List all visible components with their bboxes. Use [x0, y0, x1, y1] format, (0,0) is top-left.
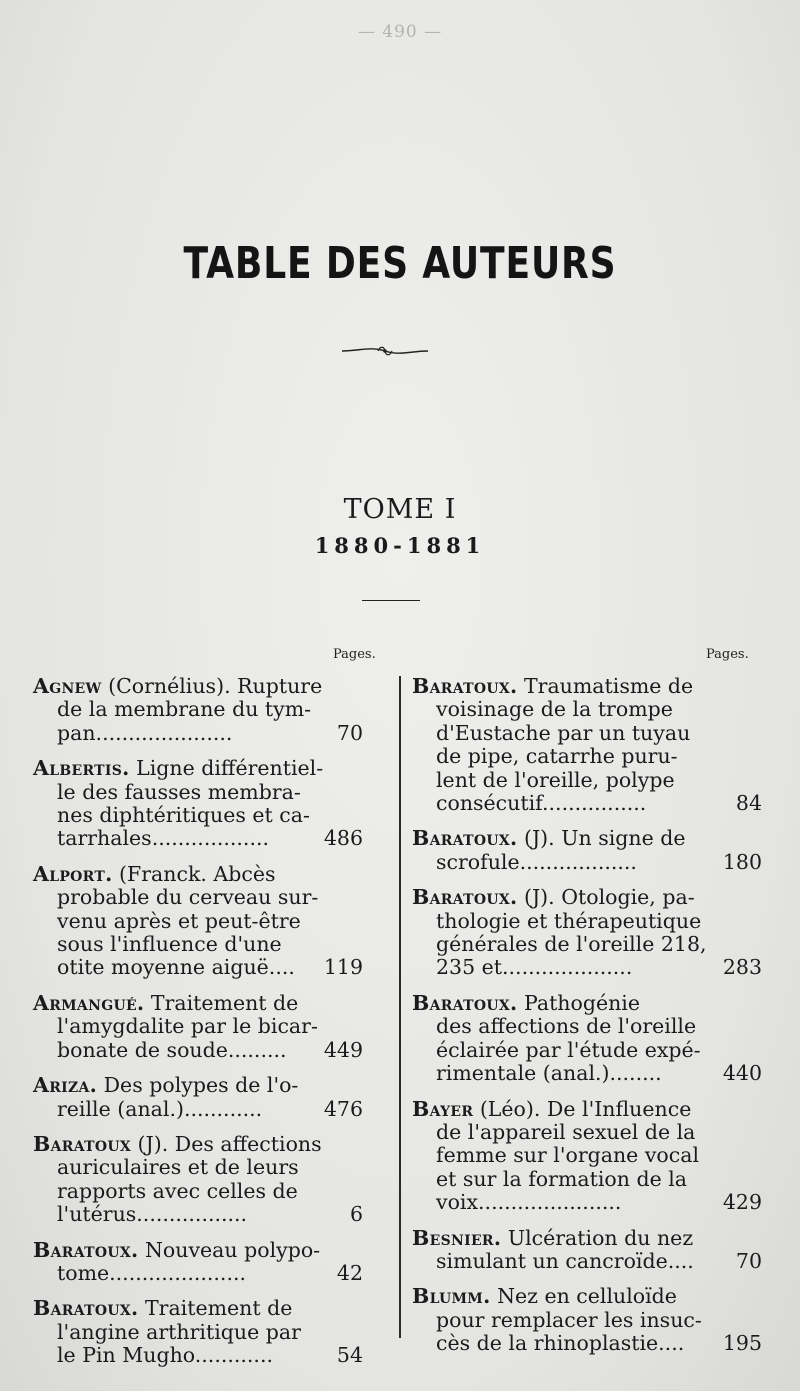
entry-line: éclairée par l'étude expé- [436, 1037, 701, 1062]
column-divider [399, 676, 401, 1338]
index-entry [412, 675, 762, 815]
entry-line: Blumm. Nez en celluloïde [412, 1284, 677, 1309]
page-reference: 70 [735, 1248, 762, 1273]
entry-line: scrofule.................. 180 [436, 849, 762, 874]
section-rule [362, 600, 420, 601]
entry-line: le Pin Mugho............ 54 [57, 1343, 363, 1368]
author-name: Bayer [412, 1096, 474, 1121]
index-entry [33, 1074, 363, 1121]
index-entry [412, 1098, 762, 1215]
entry-line: l'utérus................. 6 [57, 1202, 363, 1227]
author-name: Albertis. [33, 756, 130, 781]
author-name: Baratoux. [412, 674, 518, 698]
page-reference: 6 [349, 1202, 363, 1227]
author-name: Baratoux. [33, 1237, 139, 1262]
page-number: — 490 — [357, 22, 443, 42]
entry-line: l'angine arthritique par [57, 1319, 301, 1344]
entry-line: l'amygdalite par le bicar- [57, 1014, 318, 1039]
ornament-divider-icon [340, 343, 430, 359]
left-index-column [33, 675, 363, 1380]
entry-line: Baratoux. Traitement de [33, 1296, 293, 1321]
page-reference: 180 [722, 849, 762, 874]
entry-line: simulant un cancroïde.... 70 [436, 1248, 762, 1273]
entry-line: des affections de l'oreille [436, 1014, 697, 1039]
author-name: Baratoux. [412, 885, 518, 910]
entry-line: Bayer (Léo). De l'Influence [412, 1096, 692, 1121]
entry-line: d'Eustache par un tuyau [436, 720, 691, 745]
entry-line: probable du cerveau sur- [57, 885, 319, 910]
entry-line: pan..................... 70 [57, 720, 363, 745]
entry-line: Baratoux. (J). Un signe de [412, 826, 686, 851]
entry-line: rimentale (anal.)........ 440 [436, 1061, 762, 1086]
page-reference: 54 [336, 1343, 363, 1368]
entry-line: Albertis. Ligne différentiel- [33, 756, 324, 781]
index-entry [412, 1227, 762, 1274]
entry-line: Baratoux. Nouveau polypo- [33, 1237, 321, 1262]
index-entry [412, 886, 762, 980]
author-name: Ariza. [33, 1073, 98, 1098]
entry-line: Baratoux (J). Des affections [33, 1131, 322, 1156]
years-heading: 1880-1881 [314, 533, 486, 558]
page-reference: 119 [323, 955, 363, 980]
entry-line: lent de l'oreille, polype [436, 767, 675, 792]
author-name: Baratoux. [33, 1296, 139, 1321]
entry-line: Ariza. Des polypes de l'o- [33, 1073, 299, 1098]
entry-line: thologie et thérapeutique [436, 908, 702, 933]
index-entry [33, 1133, 363, 1227]
author-name: Alport. [33, 861, 113, 886]
author-name: Armangué. [33, 990, 145, 1015]
index-entry [412, 1285, 762, 1355]
entry-line: otite moyenne aiguë.... 119 [57, 955, 363, 980]
right-index-column [412, 675, 762, 1368]
entry-line: de l'appareil sexuel de la [436, 1119, 696, 1144]
entry-line: de pipe, catarrhe puru- [436, 744, 678, 769]
page-reference: 70 [336, 720, 363, 745]
entry-line: tarrhales.................. 486 [57, 826, 363, 851]
entry-line: voix...................... 429 [436, 1190, 762, 1215]
page-reference: 283 [722, 955, 762, 980]
pages-column-label-left: Pages. [333, 647, 376, 662]
entry-line: auriculaires et de leurs [57, 1155, 299, 1180]
entry-line: pour remplacer les insuc- [436, 1307, 702, 1332]
index-entry [33, 1297, 363, 1367]
entry-line: Baratoux. Pathogénie [412, 990, 640, 1015]
entry-line: le des fausses membra- [57, 779, 301, 804]
entry-line: venu après et peut-être [57, 908, 301, 933]
entry-line: Baratoux. Traumatisme de [412, 674, 694, 698]
entry-line: tome..................... 42 [57, 1260, 363, 1285]
page-reference: 486 [323, 826, 363, 851]
entry-line: Besnier. Ulcération du nez [412, 1225, 694, 1250]
author-name: Blumm. [412, 1284, 491, 1309]
page-reference: 42 [336, 1260, 363, 1285]
author-name: Baratoux [33, 1131, 132, 1156]
entry-line: et sur la formation de la [436, 1166, 688, 1191]
entry-line: nes diphtéritiques et ca- [57, 803, 310, 828]
entry-line: cès de la rhinoplastie.... 195 [436, 1331, 762, 1356]
entry-line: reille (anal.)............ 476 [57, 1096, 363, 1121]
index-entry [33, 863, 363, 980]
page-reference: 440 [722, 1061, 762, 1086]
entry-line: Baratoux. (J). Otologie, pa- [412, 885, 695, 910]
entry-line: sous l'influence d'une [57, 932, 282, 957]
page-title: TABLE DES AUTEURS [183, 238, 617, 289]
author-name: Agnew [33, 674, 102, 698]
index-entry [412, 827, 762, 874]
entry-line: femme sur l'organe vocal [436, 1143, 699, 1168]
index-entry [33, 675, 363, 745]
entry-line: Agnew (Cornélius). Rupture [33, 674, 323, 698]
page-reference: 84 [735, 791, 762, 816]
entry-line: de la membrane du tym- [57, 697, 312, 722]
author-name: Baratoux. [412, 826, 518, 851]
entry-line: bonate de soude......... 449 [57, 1037, 363, 1062]
entry-line: voisinage de la trompe [436, 697, 673, 722]
index-entry [33, 1239, 363, 1286]
entry-line: Alport. (Franck. Abcès [33, 861, 276, 886]
entry-line: générales de l'oreille 218, [436, 932, 707, 957]
entry-line: rapports avec celles de [57, 1178, 298, 1203]
page-reference: 429 [722, 1190, 762, 1215]
entry-line: 235 et.................... 283 [436, 955, 762, 980]
entry-line: Armangué. Traitement de [33, 990, 299, 1015]
author-name: Baratoux. [412, 990, 518, 1015]
author-name: Besnier. [412, 1225, 502, 1250]
page-reference: 449 [323, 1037, 363, 1062]
page-reference: 476 [323, 1096, 363, 1121]
entry-line: consécutif................ 84 [436, 791, 762, 816]
index-entry [33, 992, 363, 1062]
page-reference: 195 [722, 1331, 762, 1356]
index-entry [33, 757, 363, 851]
tome-heading: TOME I [343, 494, 457, 525]
index-entry [412, 992, 762, 1086]
pages-column-label-right: Pages. [706, 647, 749, 662]
